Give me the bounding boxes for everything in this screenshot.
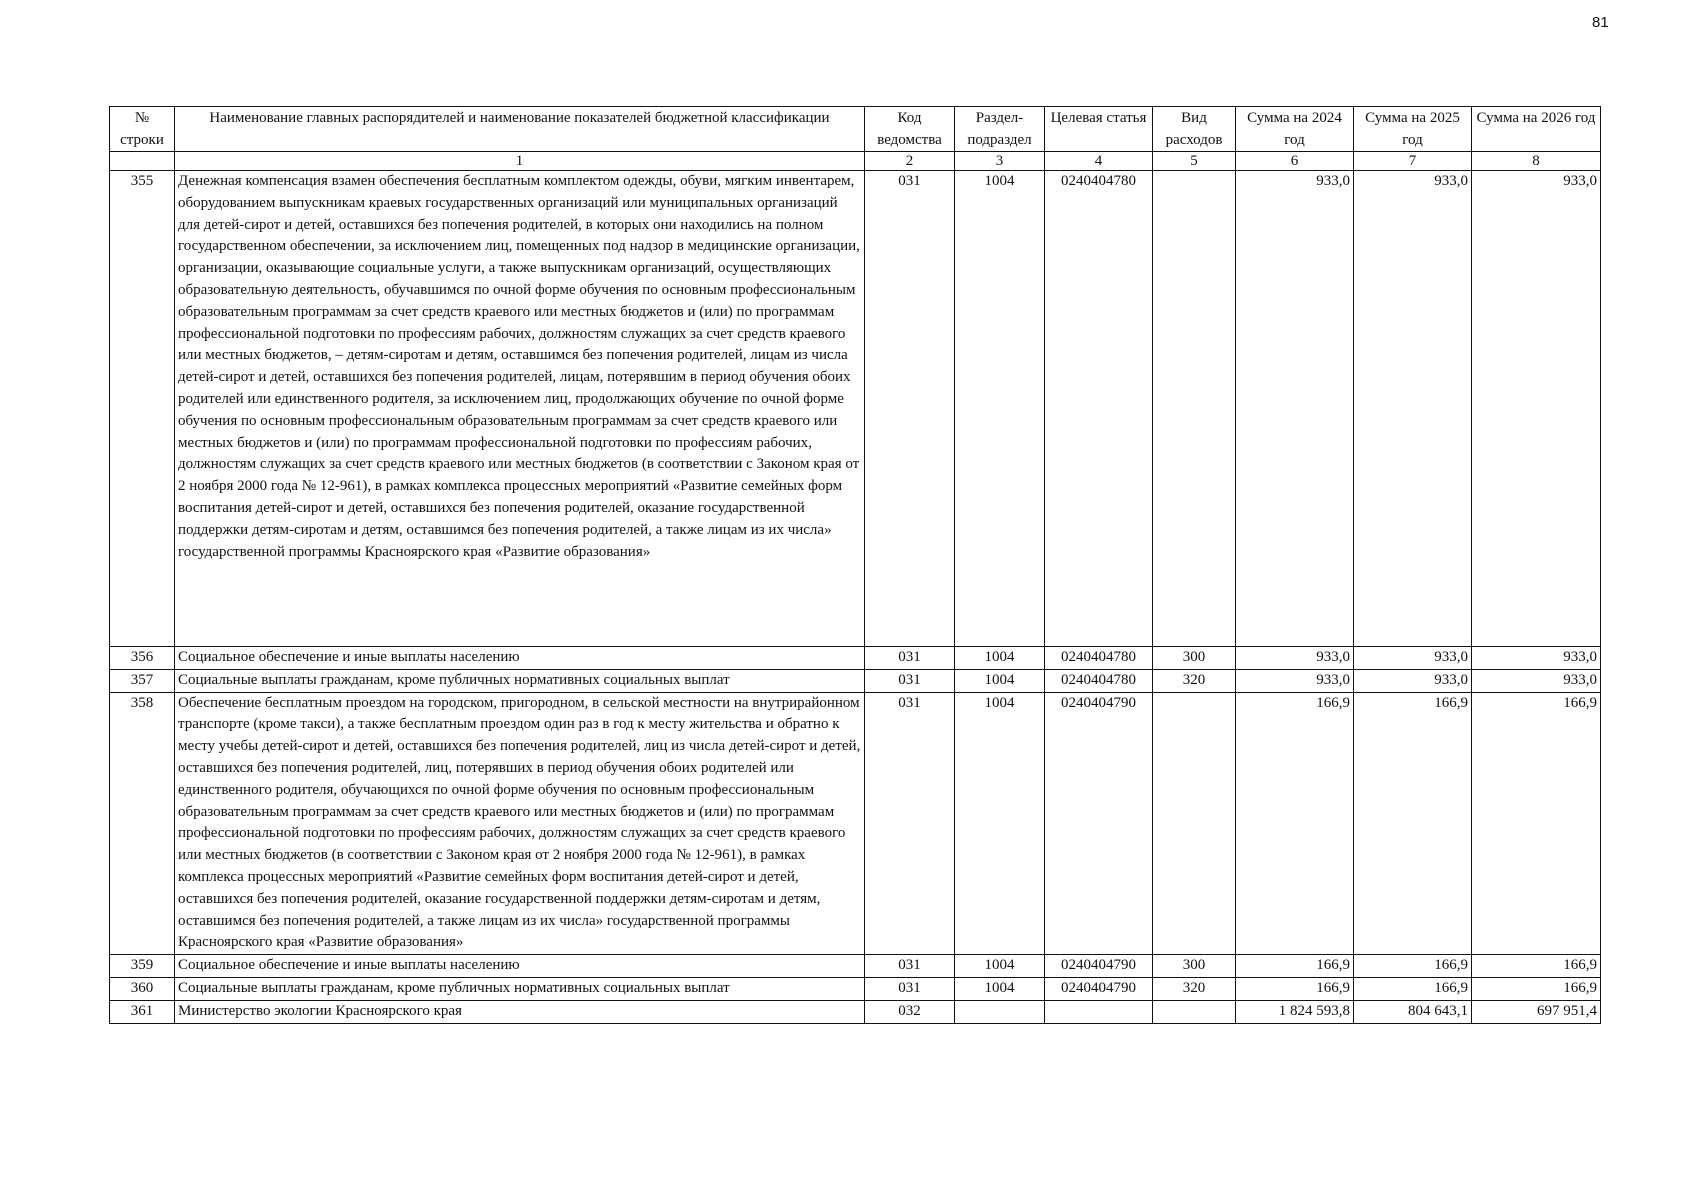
row-sum-2025: 933,0 xyxy=(1354,171,1472,647)
header-row-no: № строки xyxy=(110,107,175,152)
table-row xyxy=(110,1000,1601,1023)
row-target: 0240404780 xyxy=(1045,669,1153,692)
header-sum-2025: Сумма на 2025 год xyxy=(1354,107,1472,152)
row-sum-2026: 166,9 xyxy=(1472,977,1601,1000)
header-sum-2026: Сумма на 2026 год xyxy=(1472,107,1601,152)
row-number: 359 xyxy=(110,955,175,978)
row-sum-2024: 933,0 xyxy=(1236,647,1354,670)
row-target: 0240404780 xyxy=(1045,171,1153,647)
row-sum-2025: 804 643,1 xyxy=(1354,1000,1472,1023)
row-expense-type xyxy=(1153,171,1236,647)
row-sum-2025: 166,9 xyxy=(1354,955,1472,978)
row-sum-2025: 933,0 xyxy=(1354,647,1472,670)
header-sum-2024: Сумма на 2024 год xyxy=(1236,107,1354,152)
column-number: 4 xyxy=(1045,152,1153,171)
row-dept-code: 032 xyxy=(865,1000,955,1023)
row-sum-2024: 933,0 xyxy=(1236,669,1354,692)
row-dept-code: 031 xyxy=(865,955,955,978)
row-dept-code: 031 xyxy=(865,171,955,647)
row-target: 0240404790 xyxy=(1045,955,1153,978)
row-dept-code: 031 xyxy=(865,977,955,1000)
header-section: Раздел-подраздел xyxy=(955,107,1045,152)
table-row xyxy=(110,669,1601,692)
row-expense-type xyxy=(1153,1000,1236,1023)
column-number: 8 xyxy=(1472,152,1601,171)
page-number: 81 xyxy=(1592,14,1609,31)
row-section: 1004 xyxy=(955,171,1045,647)
row-target: 0240404790 xyxy=(1045,692,1153,955)
table-row xyxy=(110,955,1601,978)
row-section: 1004 xyxy=(955,669,1045,692)
row-dept-code: 031 xyxy=(865,669,955,692)
column-number: 6 xyxy=(1236,152,1354,171)
row-sum-2026: 166,9 xyxy=(1472,955,1601,978)
row-expense-type: 300 xyxy=(1153,647,1236,670)
row-name: Социальное обеспечение и иные выплаты населению xyxy=(175,647,865,670)
row-expense-type: 320 xyxy=(1153,669,1236,692)
row-number: 357 xyxy=(110,669,175,692)
row-name: Социальные выплаты гражданам, кроме публичных нормативных социальных выплат xyxy=(175,977,865,1000)
table-row xyxy=(110,171,1601,647)
row-sum-2025: 933,0 xyxy=(1354,669,1472,692)
row-sum-2025: 166,9 xyxy=(1354,692,1472,955)
header-row xyxy=(110,107,1601,152)
row-sum-2024: 1 824 593,8 xyxy=(1236,1000,1354,1023)
column-number: 1 xyxy=(175,152,865,171)
column-number-row xyxy=(110,152,1601,171)
row-expense-type: 300 xyxy=(1153,955,1236,978)
row-dept-code: 031 xyxy=(865,647,955,670)
row-sum-2025: 166,9 xyxy=(1354,977,1472,1000)
row-sum-2026: 933,0 xyxy=(1472,669,1601,692)
column-number-blank xyxy=(110,152,175,171)
row-sum-2024: 166,9 xyxy=(1236,977,1354,1000)
column-number: 3 xyxy=(955,152,1045,171)
row-section xyxy=(955,1000,1045,1023)
budget-table xyxy=(109,106,1601,1024)
row-name: Обеспечение бесплатным проездом на городском, пригородном, в сельской местности на внутрирайонном транспорте (кроме такси), а также бесплатным проездом один раз в год к месту жительства и обратно к месту учебы детей-сирот и детей, оставшихся без попечения родителей, лиц из числа детей-сирот и детей, оставшихся без попечения родителей, лиц, потерявших в период обучения обоих родителей или единственного родителя, обучающихся по очной форме обучения по основным профессиональным образовательным программам за счет средств краевого или местных бюджетов и (или) по программам профессиональной подготовки по профессиям рабочих, должностям служащих за счет средств краевого или местных бюджетов (в соответствии с Законом края от 2 ноября 2000 года № 12-961), в рамках комплекса процессных мероприятий «Развитие семейных форм воспитания детей-сирот и детей, оставшихся без попечения родителей, оказание государственной поддержки детям-сиротам и детям, оставшимся без попечения родителей, а также лицам из их числа» государственной программы Красноярского края «Развитие образования» xyxy=(175,692,865,955)
table-row xyxy=(110,692,1601,955)
row-expense-type: 320 xyxy=(1153,977,1236,1000)
row-section: 1004 xyxy=(955,647,1045,670)
row-sum-2026: 933,0 xyxy=(1472,647,1601,670)
row-name: Социальное обеспечение и иные выплаты населению xyxy=(175,955,865,978)
row-name: Министерство экологии Красноярского края xyxy=(175,1000,865,1023)
row-section: 1004 xyxy=(955,977,1045,1000)
row-name: Денежная компенсация взамен обеспечения бесплатным комплектом одежды, обуви, мягким инвентарем, оборудованием выпускникам краевых государственных организаций или муниципальных организаций для детей-сирот и детей, оставшихся без попечения родителей, в которых они находились на полном государственном обеспечении, за исключением лиц, помещенных под надзор в медицинские организации, организации, оказывающие социальные услуги, а также выпускникам организаций, осуществляющих образовательную деятельность, обучавшимся по очной форме обучения по основным профессиональным образовательным программам за счет средств краевого или местных бюджетов и (или) по программам профессиональной подготовки по профессиям рабочих, должностям служащих за счет средств краевого или местных бюджетов, – детям-сиротам и детям, оставшимся без попечения родителей, лицам из числа детей-сирот и детей, оставшихся без попечения родителей, лицам, потерявшим в период обучения обоих родителей или единственного родителя, за исключением лиц, продолжающих обучение по очной форме обучения по основным профессиональным образовательным программам за счет средств краевого или местных бюджетов и (или) по программам профессиональной подготовки по профессиям рабочих, должностям служащих за счет средств краевого или местных бюджетов (в соответствии с Законом края от 2 ноября 2000 года № 12-961), в рамках комплекса процессных мероприятий «Развитие семейных форм воспитания детей-сирот и детей, оставшихся без попечения родителей, оказание государственной поддержки детям-сиротам и детям, оставшимся без попечения родителей, а также лицам из их числа» государственной программы Красноярского края «Развитие образования» xyxy=(175,171,865,647)
header-dept-code: Код ведомства xyxy=(865,107,955,152)
column-number: 7 xyxy=(1354,152,1472,171)
row-sum-2026: 697 951,4 xyxy=(1472,1000,1601,1023)
row-target: 0240404790 xyxy=(1045,977,1153,1000)
row-sum-2026: 166,9 xyxy=(1472,692,1601,955)
row-number: 355 xyxy=(110,171,175,647)
row-dept-code: 031 xyxy=(865,692,955,955)
header-expense-type: Вид расходов xyxy=(1153,107,1236,152)
row-expense-type xyxy=(1153,692,1236,955)
row-sum-2024: 933,0 xyxy=(1236,171,1354,647)
row-number: 360 xyxy=(110,977,175,1000)
column-number: 5 xyxy=(1153,152,1236,171)
table-row xyxy=(110,977,1601,1000)
row-sum-2024: 166,9 xyxy=(1236,955,1354,978)
row-section: 1004 xyxy=(955,692,1045,955)
row-number: 356 xyxy=(110,647,175,670)
row-target xyxy=(1045,1000,1153,1023)
header-name: Наименование главных распорядителей и наименование показателей бюджетной классификации xyxy=(175,107,865,152)
row-target: 0240404780 xyxy=(1045,647,1153,670)
row-sum-2024: 166,9 xyxy=(1236,692,1354,955)
header-target: Целевая статья xyxy=(1045,107,1153,152)
row-section: 1004 xyxy=(955,955,1045,978)
row-name: Социальные выплаты гражданам, кроме публичных нормативных социальных выплат xyxy=(175,669,865,692)
table-row xyxy=(110,647,1601,670)
row-number: 358 xyxy=(110,692,175,955)
row-sum-2026: 933,0 xyxy=(1472,171,1601,647)
row-number: 361 xyxy=(110,1000,175,1023)
column-number: 2 xyxy=(865,152,955,171)
